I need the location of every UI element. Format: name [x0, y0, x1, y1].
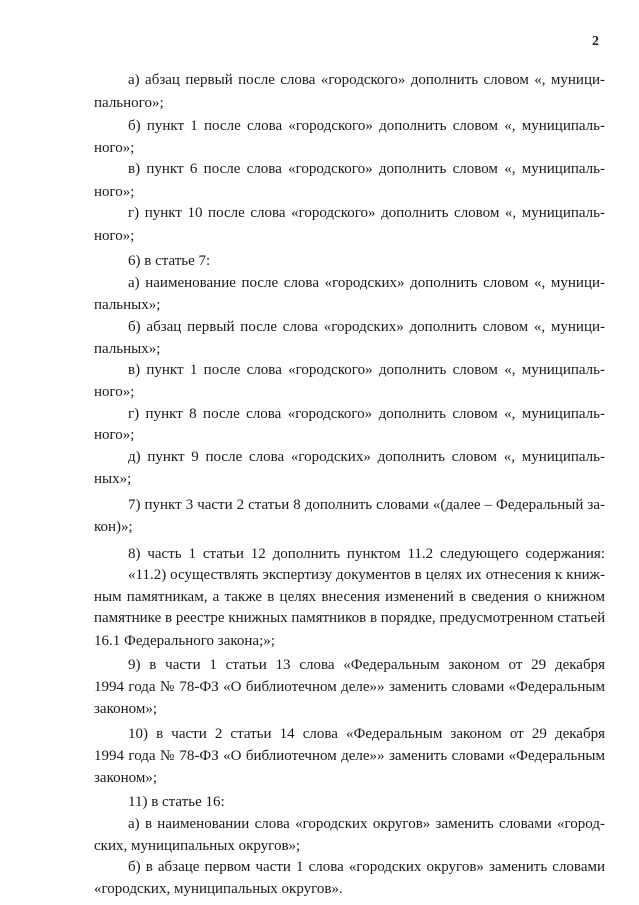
text-line: в) пункт 1 после слова «городского» дополнить словом «, муниципаль-: [128, 362, 605, 378]
text-line: кон)»;: [94, 519, 133, 535]
text-line: пального»;: [94, 95, 164, 111]
text-line: а) абзац первый после слова «городского» дополнить словом «, муници-: [128, 72, 605, 88]
text-line: «11.2) осуществлять экспертизу документов в целях их отнесения к книж-: [128, 567, 605, 583]
text-line: д) пункт 9 после слова «городских» дополнить словом «, муниципаль-: [128, 449, 605, 465]
text-line: законом»;: [94, 770, 158, 786]
text-line: 9) в части 1 статьи 13 слова «Федеральным законом от 29 декабря: [128, 657, 605, 673]
text-line: 16.1 Федерального закона;»;: [94, 633, 275, 649]
text-line: г) пункт 8 после слова «городского» дополнить словом «, муниципаль-: [128, 406, 605, 422]
text-line: памятнике в реестре книжных памятников в порядке, предусмотренном статьей: [94, 610, 606, 626]
text-line: 8) часть 1 статьи 12 дополнить пунктом 11.2 следующего содержания:: [128, 546, 605, 562]
text-line: ного»;: [94, 384, 135, 400]
text-line: б) абзац первый после слова «городских» дополнить словом «, муници-: [128, 319, 605, 335]
text-line: 1994 года № 78-ФЗ «О библиотечном деле»» заменить словами «Федеральным: [94, 748, 605, 764]
text-line: 6) в статье 7:: [128, 253, 211, 269]
text-line: б) пункт 1 после слова «городского» дополнить словом «, муниципаль-: [128, 118, 605, 134]
text-line: 10) в части 2 статьи 14 слова «Федеральным законом от 29 декабря: [128, 726, 605, 742]
text-line: ным памятникам, а также в целях внесения изменений в сведения о книжном: [94, 589, 605, 605]
text-line: законом»;: [94, 701, 158, 717]
text-line: ного»;: [94, 140, 135, 156]
text-line: «городских, муниципальных округов».: [94, 881, 343, 897]
text-line: 7) пункт 3 части 2 статьи 8 дополнить словами «(далее – Федеральный за-: [128, 497, 605, 513]
text-line: ного»;: [94, 427, 135, 443]
text-line: в) пункт 6 после слова «городского» дополнить словом «, муниципаль-: [128, 161, 605, 177]
text-line: 11) в статье 16:: [128, 794, 225, 810]
text-line: г) пункт 10 после слова «городского» дополнить словом «, муниципаль-: [128, 205, 605, 221]
text-line: ных»;: [94, 471, 132, 487]
text-line: пальных»;: [94, 341, 161, 357]
text-line: пальных»;: [94, 297, 161, 313]
page-number: 2: [592, 34, 599, 49]
text-line: 1994 года № 78-ФЗ «О библиотечном деле»» заменить словами «Федеральным: [94, 679, 605, 695]
text-line: ного»;: [94, 184, 135, 200]
text-line: ских, муниципальных округов»;: [94, 838, 301, 854]
text-line: ного»;: [94, 228, 135, 244]
text-line: б) в абзаце первом части 1 слова «городских округов» заменить словами: [128, 859, 605, 875]
text-line: а) в наименовании слова «городских округов» заменить словами «город-: [128, 816, 605, 832]
text-line: а) наименование после слова «городских» дополнить словом «, муници-: [128, 275, 605, 291]
